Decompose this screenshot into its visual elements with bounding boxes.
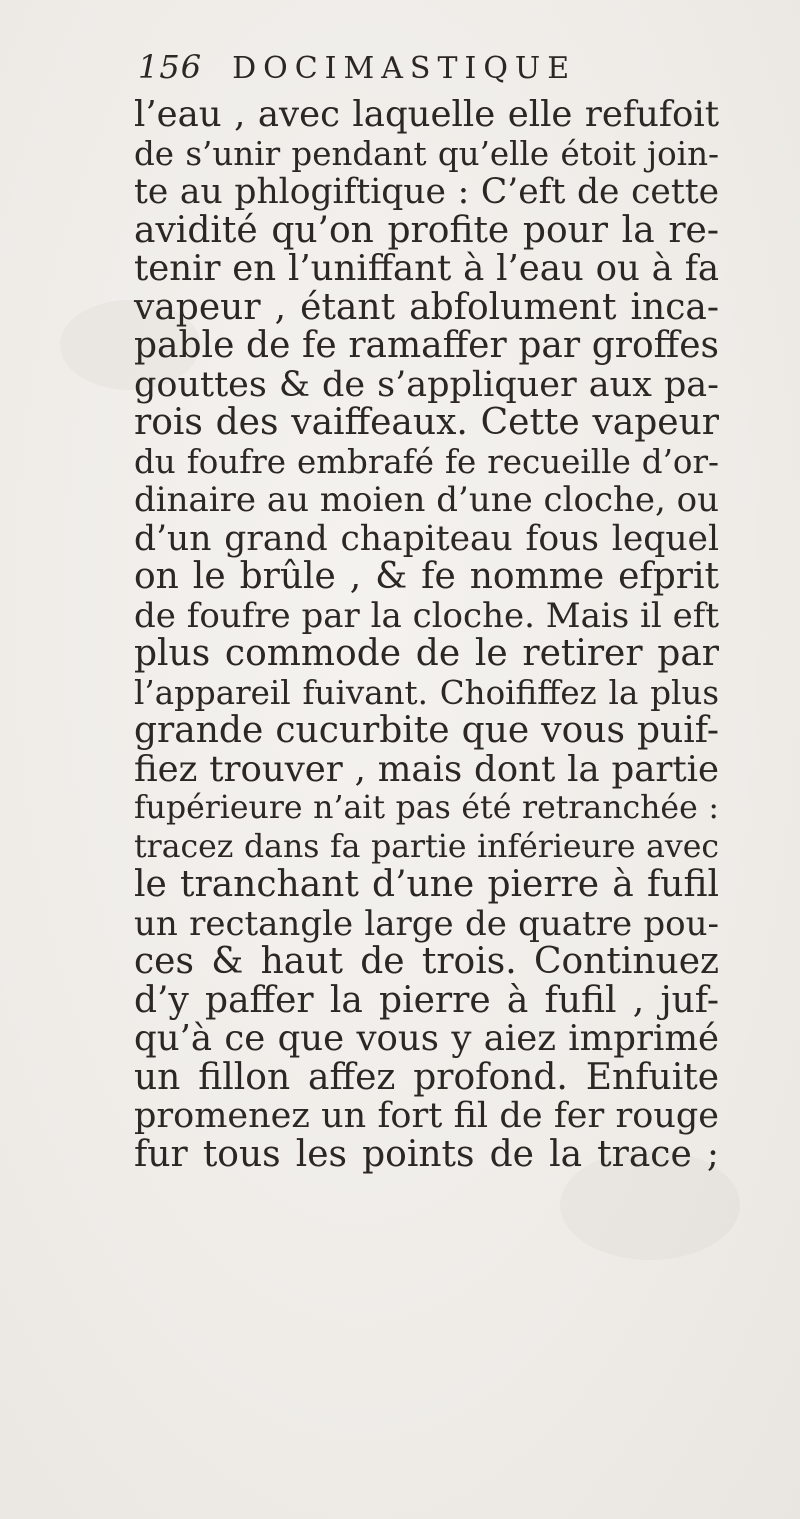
text-line: d’y paffer la pierre à fufil , juf-: [134, 979, 719, 1021]
text-line: te au phlogiftique : C’eft de cette: [134, 172, 719, 212]
body-text: [134, 96, 719, 1174]
text-line: l’eau , avec laquelle elle refufoit: [134, 94, 719, 135]
text-line: vapeur , étant abfolument inca-: [134, 286, 719, 328]
text-line: grande cucurbite que vous puif-: [134, 710, 719, 751]
text-line: l’appareil fuivant. Choififfez la plus: [134, 673, 719, 712]
text-line: d’un grand chapiteau fous lequel: [134, 518, 719, 559]
text-line: ces & haut de trois. Continuez: [134, 941, 719, 982]
text-line: pable de fe ramaffer par groffes: [134, 325, 719, 366]
text-line: fiez trouver , mais dont la partie: [134, 748, 719, 790]
text-line: du foufre embrafé fe recueille d’or-: [134, 442, 719, 481]
text-line: plus commode de le retirer par: [134, 633, 719, 674]
text-line: rois des vaiffeaux. Cette vapeur: [134, 402, 719, 443]
text-line: qu’à ce que vous y aiez imprimé: [134, 1018, 719, 1059]
text-line: un rectangle large de quatre pou-: [134, 903, 719, 944]
text-line: fupérieure n’ait pas été retranchée :: [134, 790, 719, 826]
running-title: DOCIMASTIQUE: [232, 51, 577, 86]
text-line: fur tous les points de la trace ;: [134, 1133, 719, 1175]
text-line: de foufre par la cloche. Mais il eft: [134, 595, 719, 636]
text-line: tracez dans fa partie inférieure avec: [134, 828, 719, 865]
page-number: 156: [138, 48, 203, 86]
text-line: dinaire au moien d’une cloche, ou: [134, 480, 719, 520]
text-line: le tranchant d’une pierre à fufil: [134, 864, 719, 905]
text-line: promenez un fort fil de fer rouge: [134, 1096, 719, 1136]
text-line: de s’unir pendant qu’elle étoit join-: [134, 134, 719, 173]
text-line: tenir en l’uniffant à l’eau ou à fa: [134, 248, 719, 289]
text-line: on le brûle , & fe nomme efprit: [134, 556, 719, 597]
text-line: gouttes & de s’appliquer aux pa-: [134, 364, 719, 405]
text-line: un fillon affez profond. Enfuite: [134, 1056, 719, 1098]
running-header: [138, 48, 576, 92]
text-line: avidité qu’on profite pour la re-: [134, 209, 719, 251]
